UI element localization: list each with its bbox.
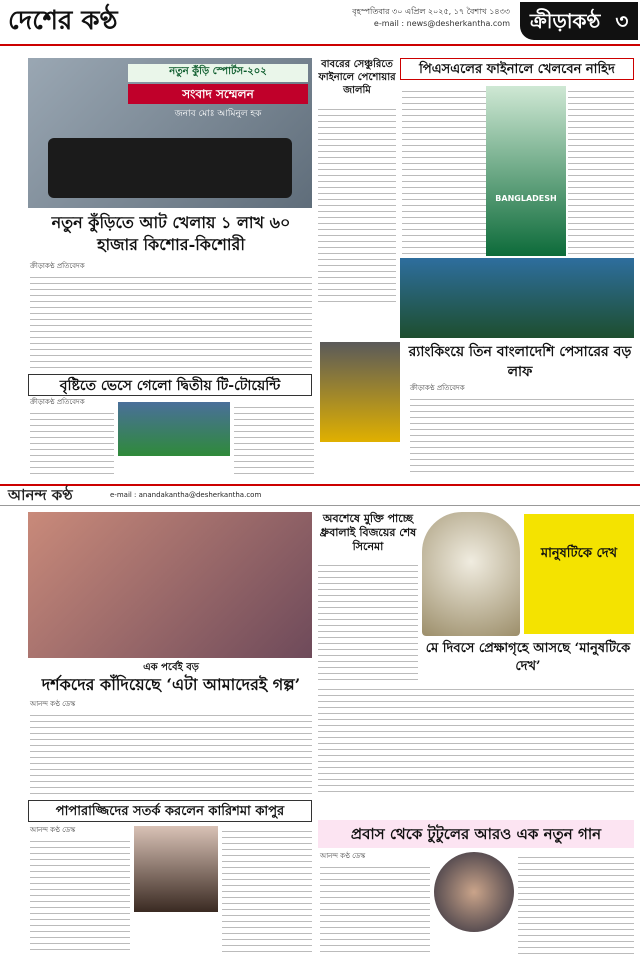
film-body [318,560,418,680]
ranking-headline: র‍্যাংকিংয়ে তিন বাংলাদেশি পেসারের বড় লাফ [408,344,632,380]
banner-name: জনাব মোঃ আমিনুল হক [174,109,262,119]
stadium-photo [118,402,230,456]
ranking-body [410,394,634,474]
kapoor-body [30,836,130,954]
lead-headline: নতুন কুঁড়িতে আট খেলায় ১ লাখ ৬০ হাজার কিশোর-কিশোরী [51,213,291,254]
release-headline: মে দিবসে প্রেক্ষাগৃহে আসছে ‘মানুষটিকে দেখ’ [425,641,631,674]
banner-top: নতুন কুঁড়ি স্পোর্টস-২০২ [128,64,308,82]
main-kicker: এক পর্বেই বড় [143,662,199,673]
rain-byline: ক্রীড়াকণ্ঠ প্রতিবেদক [30,398,85,406]
section-divider [0,484,640,506]
kapoor-photo [134,826,218,912]
rain-headline: বৃষ্টিতে ভেসে গেলো দ্বিতীয় টি-টোয়েন্টি [28,374,312,396]
section-name: ক্রীড়াকণ্ঠ [530,9,601,33]
email-line: e-mail : news@desherkantha.com [373,19,510,28]
poster-title: মানুষটিকে দেখ [540,546,618,561]
page-number: ৩ [615,9,629,33]
main-headline: দর্শকদের কাঁদিয়েছে ‘এটা আমাদেরই গল্প’ [41,675,301,694]
film-headline: অবশেষে মুক্তি পাচ্ছে ধ্রুবালাই বিজয়ের শেষ সিনেমা [319,512,417,553]
press-table [48,138,292,198]
team-photo [400,258,634,338]
song-byline: আনন্দ কণ্ঠ ডেস্ক [320,852,366,860]
cage-photo [422,512,520,636]
final-headline: বাবরের সেঞ্চুরিতে ফাইনালে পেশোয়ার জালমি [318,59,396,96]
paper-name: দেশের কণ্ঠ [8,6,118,36]
psl-body-left [402,86,486,256]
section-badge [520,2,638,40]
date-line: বৃহস্পতিবার ৩০ এপ্রিল ২০২৫, ১৭ বৈশাখ ১৪৩৩ [352,7,510,16]
entertainment-email: e-mail : anandakantha@desherkantha.com [110,491,262,499]
song-body-2 [518,852,634,954]
masthead-rule [0,44,640,46]
main-body [30,710,312,794]
psl-headline: পিএসএলের ফাইনালে খেলবেন নাহিদ [400,58,634,80]
kapoor-byline: আনন্দ কণ্ঠ ডেস্ক [30,826,76,834]
rain-body-2 [234,402,314,476]
song-headline: প্রবাস থেকে টুটুলের আরও এক নতুন গান [318,820,634,848]
main-byline: আনন্দ কণ্ঠ ডেস্ক [30,700,76,708]
lead-body [30,272,312,370]
final-body [318,104,396,304]
bowler-photo [320,342,400,442]
entertainment-section: আনন্দ কণ্ঠ [8,486,73,504]
lead-byline: ক্রীড়াকণ্ঠ প্রতিবেদক [30,262,85,270]
tutul-photo [434,852,514,932]
kapoor-headline: পাপারাজ্জিদের সতর্ক করলেন কারিশমা কাপুর [28,800,312,822]
player-photo [486,86,566,256]
final-byline-pad [318,258,396,270]
lead-photo [28,58,312,208]
psl-body-right [568,86,634,256]
jersey-text: BANGLADESH [495,194,557,203]
poster-photo [524,514,634,634]
song-body [320,862,430,954]
rain-body [30,408,114,478]
masthead [0,0,640,44]
kapoor-body-2 [222,826,312,954]
release-body [318,684,634,794]
drama-photo [28,512,312,658]
banner-event: সংবাদ সম্মেলন [128,84,308,104]
date-line-block [310,6,510,36]
ranking-byline: ক্রীড়াকণ্ঠ প্রতিবেদক [410,384,465,392]
